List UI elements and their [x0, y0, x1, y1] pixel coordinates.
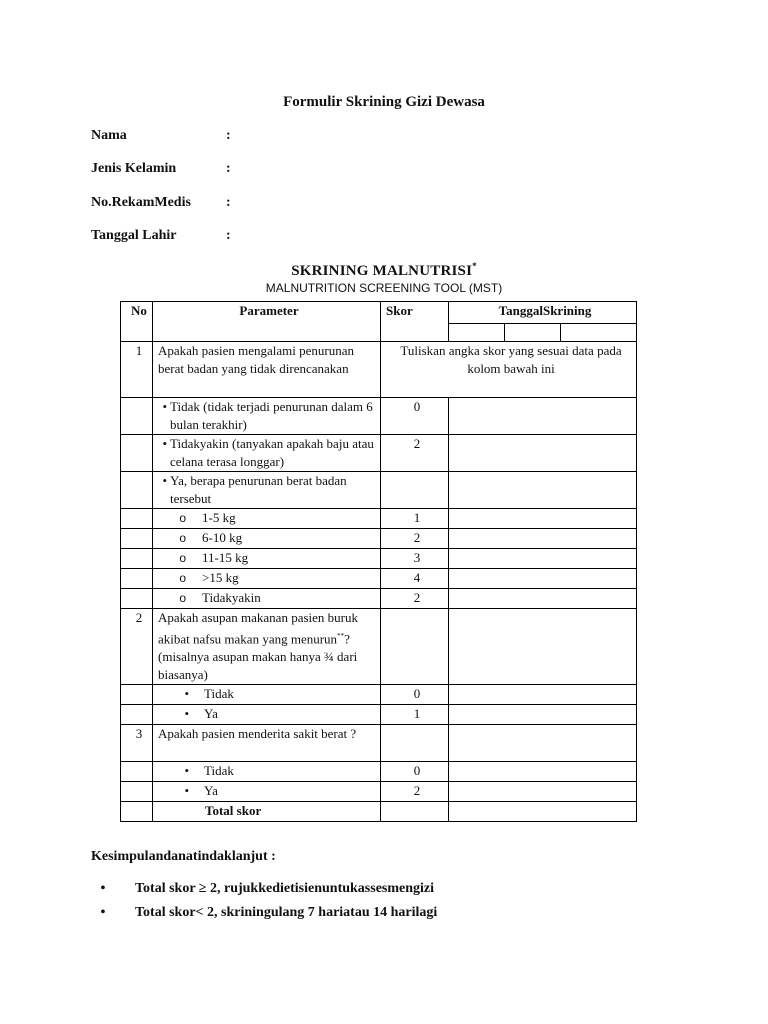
bullet-icon: • [162, 473, 167, 488]
empty-no-cell [121, 762, 153, 782]
q2-no: 2 [121, 609, 153, 685]
mst-table [120, 301, 637, 822]
empty-no-cell [121, 529, 153, 549]
date-cell-3[interactable] [561, 324, 637, 342]
bullet-icon: • [184, 763, 189, 779]
q1-row [121, 342, 637, 398]
q1-sub-option: o 11-15 kg [153, 549, 381, 569]
header-no: No [121, 302, 153, 342]
conclusion-heading: Kesimpulandanatindaklanjut : [91, 849, 276, 864]
score-entry-cell[interactable] [449, 802, 637, 822]
score-entry-cell[interactable] [449, 609, 637, 685]
q1-sub-row [121, 529, 637, 549]
q2-option-tidak: • Tidak [153, 685, 381, 705]
q1-option-ya: • Ya, berapa penurunan berat badan tersebut [153, 472, 381, 509]
q2-option-ya-score: 1 [381, 705, 449, 725]
q2-text: Apakah asupan makanan pasien buruk akibat nafsu makan yang menurun**? (misalnya asupan makan hanya ¾ dari biasanya) [153, 609, 381, 685]
q2-option-row [121, 685, 637, 705]
empty-no-cell [121, 509, 153, 529]
bullet-icon: • [184, 706, 189, 722]
score-entry-cell[interactable] [449, 589, 637, 609]
header-skor: Skor [381, 302, 449, 342]
table-header-row [121, 302, 637, 324]
conclusion-item: • Total skor< 2, skriningulang 7 hariatau 14 harilagi [91, 905, 437, 921]
bullet-icon: • [100, 905, 106, 920]
q1-sub-row [121, 509, 637, 529]
field-colon-nama: : [226, 128, 231, 143]
empty-no-cell [121, 705, 153, 725]
q3-option-ya-score: 2 [381, 782, 449, 802]
bullet-icon: • [162, 436, 167, 451]
q1-instruction: Tuliskan angka skor yang sesuai data pada kolom bawah ini [381, 342, 637, 398]
q1-option-tidak-score: 0 [381, 398, 449, 435]
date-cell-1[interactable] [449, 324, 505, 342]
score-entry-cell[interactable] [449, 685, 637, 705]
empty-no-cell [121, 549, 153, 569]
screening-tool-name: MALNUTRITION SCREENING TOOL (MST) [265, 281, 503, 295]
score-entry-cell[interactable] [449, 529, 637, 549]
score-entry-cell[interactable] [449, 705, 637, 725]
circle-bullet-icon: o [179, 551, 186, 565]
score-entry-cell[interactable] [449, 549, 637, 569]
score-entry-cell[interactable] [449, 782, 637, 802]
q2-option-tidak-score: 0 [381, 685, 449, 705]
bullet-icon: • [162, 399, 167, 414]
screening-heading-text: SKRINING MALNUTRISI [291, 263, 473, 279]
q3-no: 3 [121, 725, 153, 762]
circle-bullet-icon: o [179, 571, 186, 585]
q1-sub-score: 1 [381, 509, 449, 529]
circle-bullet-icon: o [179, 591, 186, 605]
q2-option-row [121, 705, 637, 725]
score-entry-cell[interactable] [449, 398, 637, 435]
q3-option-ya: • Ya [153, 782, 381, 802]
screening-heading [0, 261, 768, 280]
empty-no-cell [121, 802, 153, 822]
field-colon-jenis-kelamin: : [226, 161, 231, 176]
q1-sub-score: 2 [381, 529, 449, 549]
empty-no-cell [121, 398, 153, 435]
q1-no: 1 [121, 342, 153, 398]
q1-sub-score: 3 [381, 549, 449, 569]
screening-heading-mark: * [472, 261, 477, 271]
score-entry-cell[interactable] [449, 569, 637, 589]
header-parameter: Parameter [153, 302, 381, 342]
q1-option-tidak: • Tidak (tidak terjadi penurunan dalam 6 bulan terakhir) [153, 398, 381, 435]
q1-sub-score: 2 [381, 589, 449, 609]
q1-option-row [121, 398, 637, 435]
circle-bullet-icon: o [179, 531, 186, 545]
q1-option-tidak-yakin: • Tidakyakin (tanyakan apakah baju atau celana terasa longgar) [153, 435, 381, 472]
field-label-jenis-kelamin: Jenis Kelamin [91, 161, 177, 176]
q1-sub-row [121, 569, 637, 589]
empty-no-cell [121, 472, 153, 509]
score-entry-cell[interactable] [449, 435, 637, 472]
bullet-icon: • [184, 686, 189, 702]
score-entry-cell[interactable] [449, 725, 637, 762]
q3-option-tidak: • Tidak [153, 762, 381, 782]
q1-sub-row [121, 549, 637, 569]
q2-option-ya: • Ya [153, 705, 381, 725]
field-label-nama: Nama [91, 128, 127, 143]
field-label-tanggal-lahir: Tanggal Lahir [91, 228, 177, 243]
q3-option-tidak-score: 0 [381, 762, 449, 782]
q1-sub-option: o Tidakyakin [153, 589, 381, 609]
header-tanggal-skrining: TanggalSkrining [449, 302, 637, 324]
q3-option-row [121, 782, 637, 802]
date-cell-2[interactable] [505, 324, 561, 342]
q1-option-row [121, 472, 637, 509]
empty-no-cell [121, 569, 153, 589]
empty-no-cell [121, 685, 153, 705]
conclusion-item: • Total skor ≥ 2, rujukkedietisienuntukassesmengizi [91, 881, 434, 897]
q1-sub-option: o 6-10 kg [153, 529, 381, 549]
field-colon-tanggal-lahir: : [226, 228, 231, 243]
page-title: Formulir Skrining Gizi Dewasa [283, 94, 485, 110]
q1-sub-row [121, 589, 637, 609]
q2-mark: ** [337, 632, 345, 640]
empty-no-cell [121, 589, 153, 609]
score-entry-cell[interactable] [449, 762, 637, 782]
empty-no-cell [121, 782, 153, 802]
q2-row [121, 609, 637, 685]
total-label: Total skor [153, 802, 381, 822]
q1-sub-option: o >15 kg [153, 569, 381, 589]
total-row [121, 802, 637, 822]
q3-text: Apakah pasien menderita sakit berat ? [153, 725, 381, 762]
score-entry-cell[interactable] [449, 472, 637, 509]
q1-text: Apakah pasien mengalami penurunan berat badan yang tidak direncanakan [153, 342, 381, 398]
q1-option-row [121, 435, 637, 472]
q3-option-row [121, 762, 637, 782]
q1-sub-option: o 1-5 kg [153, 509, 381, 529]
field-colon-rekam-medis: : [226, 195, 231, 210]
empty-score-cell [381, 609, 449, 685]
total-score-cell[interactable] [381, 802, 449, 822]
q1-option-ya-score [381, 472, 449, 509]
bullet-icon: • [184, 783, 189, 799]
q3-row [121, 725, 637, 762]
empty-score-cell [381, 725, 449, 762]
q1-option-tidak-yakin-score: 2 [381, 435, 449, 472]
circle-bullet-icon: o [179, 511, 186, 525]
field-label-rekam-medis: No.RekamMedis [91, 195, 191, 210]
empty-no-cell [121, 435, 153, 472]
q1-sub-score: 4 [381, 569, 449, 589]
score-entry-cell[interactable] [449, 509, 637, 529]
bullet-icon: • [100, 881, 106, 896]
